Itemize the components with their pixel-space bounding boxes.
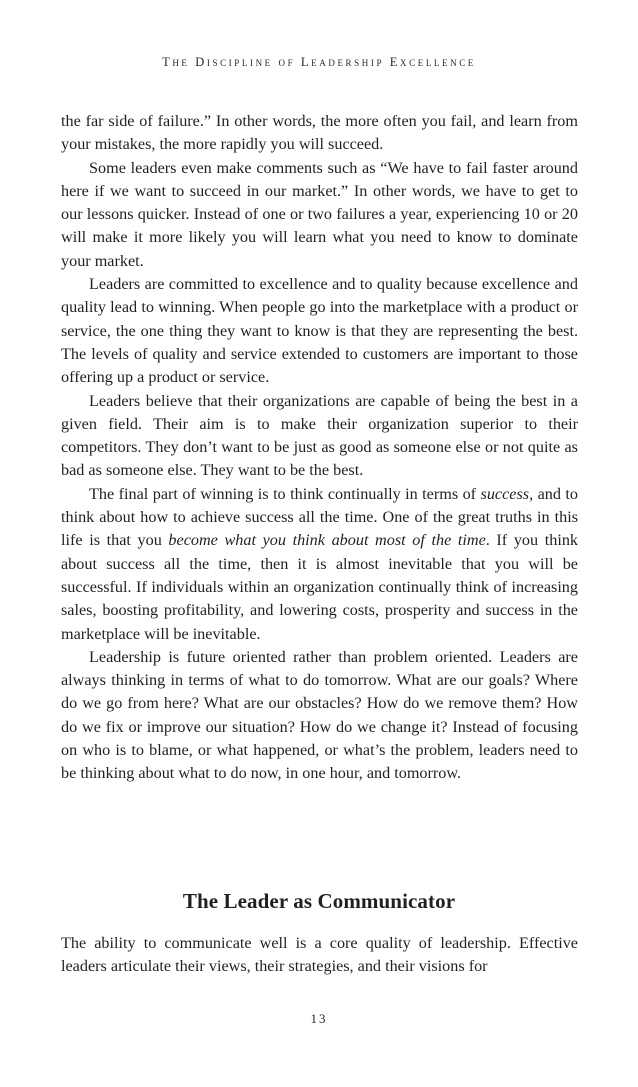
paragraph-text: Some leaders even make comments such as “We have to fail faster around here if we want to succeed in our market.” In other words, we have to get to our lessons quicker. Instead of one or two failures a year, experiencing 10 or 20 will make it more likely you will learn what you need to know to dominate your market. [61,158,578,270]
running-head: The Discipline of Leadership Excellence [162,55,476,69]
paragraph-text: Leadership is future oriented rather than problem oriented. Leaders are always thinking in terms of what to do tomorrow. What are our goals? Where do we go from here? What are our obstacles? How do we remove them? How do we fix or improve our situation? How do we change it? Instead of focusing on who is to blame, or what happened, or what’s the problem, leaders need to be thinking about what to do now, in one hour, and tomorrow. [61,647,578,783]
paragraph-text: . If you think about success all the time, then it is almost inevitable that you will be successful. If individuals within an organization continually think of increasing sales, boosting profitability, and lowering costs, prosperity and success in the marketplace will be inevitable. [61,531,579,643]
section-heading: The Leader as Communicator [182,889,456,913]
paragraph-text: Leaders believe that their organizations are capable of being the best in a given field. Their aim is to make their organization superior to their competitors. They don’t want to be just as good as someone else or not quite as bad as someone else. They want to be the best. [61,391,578,480]
body-paragraph [61,157,578,273]
paragraph-text: Leaders are committed to excellence and to quality because excellence and quality lead to winning. When people go into the marketplace with a product or service, the one thing they want to know is that they are representing the best. The levels of quality and service extended to customers are important to those offering up a product or service. [61,275,578,387]
section-paragraph: The ability to communicate well is a core quality of leadership. Effective leaders articulate their views, their strategies, and their visions for [61,934,578,976]
paragraph-text: the far side of failure.” In other words, the more often you fail, and learn from your mistakes, the more rapidly you will succeed. [61,112,578,154]
paragraph-text: The final part of winning is to think continually in terms of [89,484,481,503]
body-paragraph [61,646,578,786]
paragraph-text: , and to think about how to achieve success all the time. One of the great truths in this life is that you [61,484,578,550]
body-paragraph [61,483,578,646]
emphasis-text: success [480,484,530,503]
body-text [61,110,578,786]
body-paragraph [61,110,578,157]
body-paragraph [61,273,578,389]
emphasis-text: become what you think about most of the time [168,531,486,550]
body-paragraph [61,390,578,483]
page-number: 13 [310,1011,328,1026]
